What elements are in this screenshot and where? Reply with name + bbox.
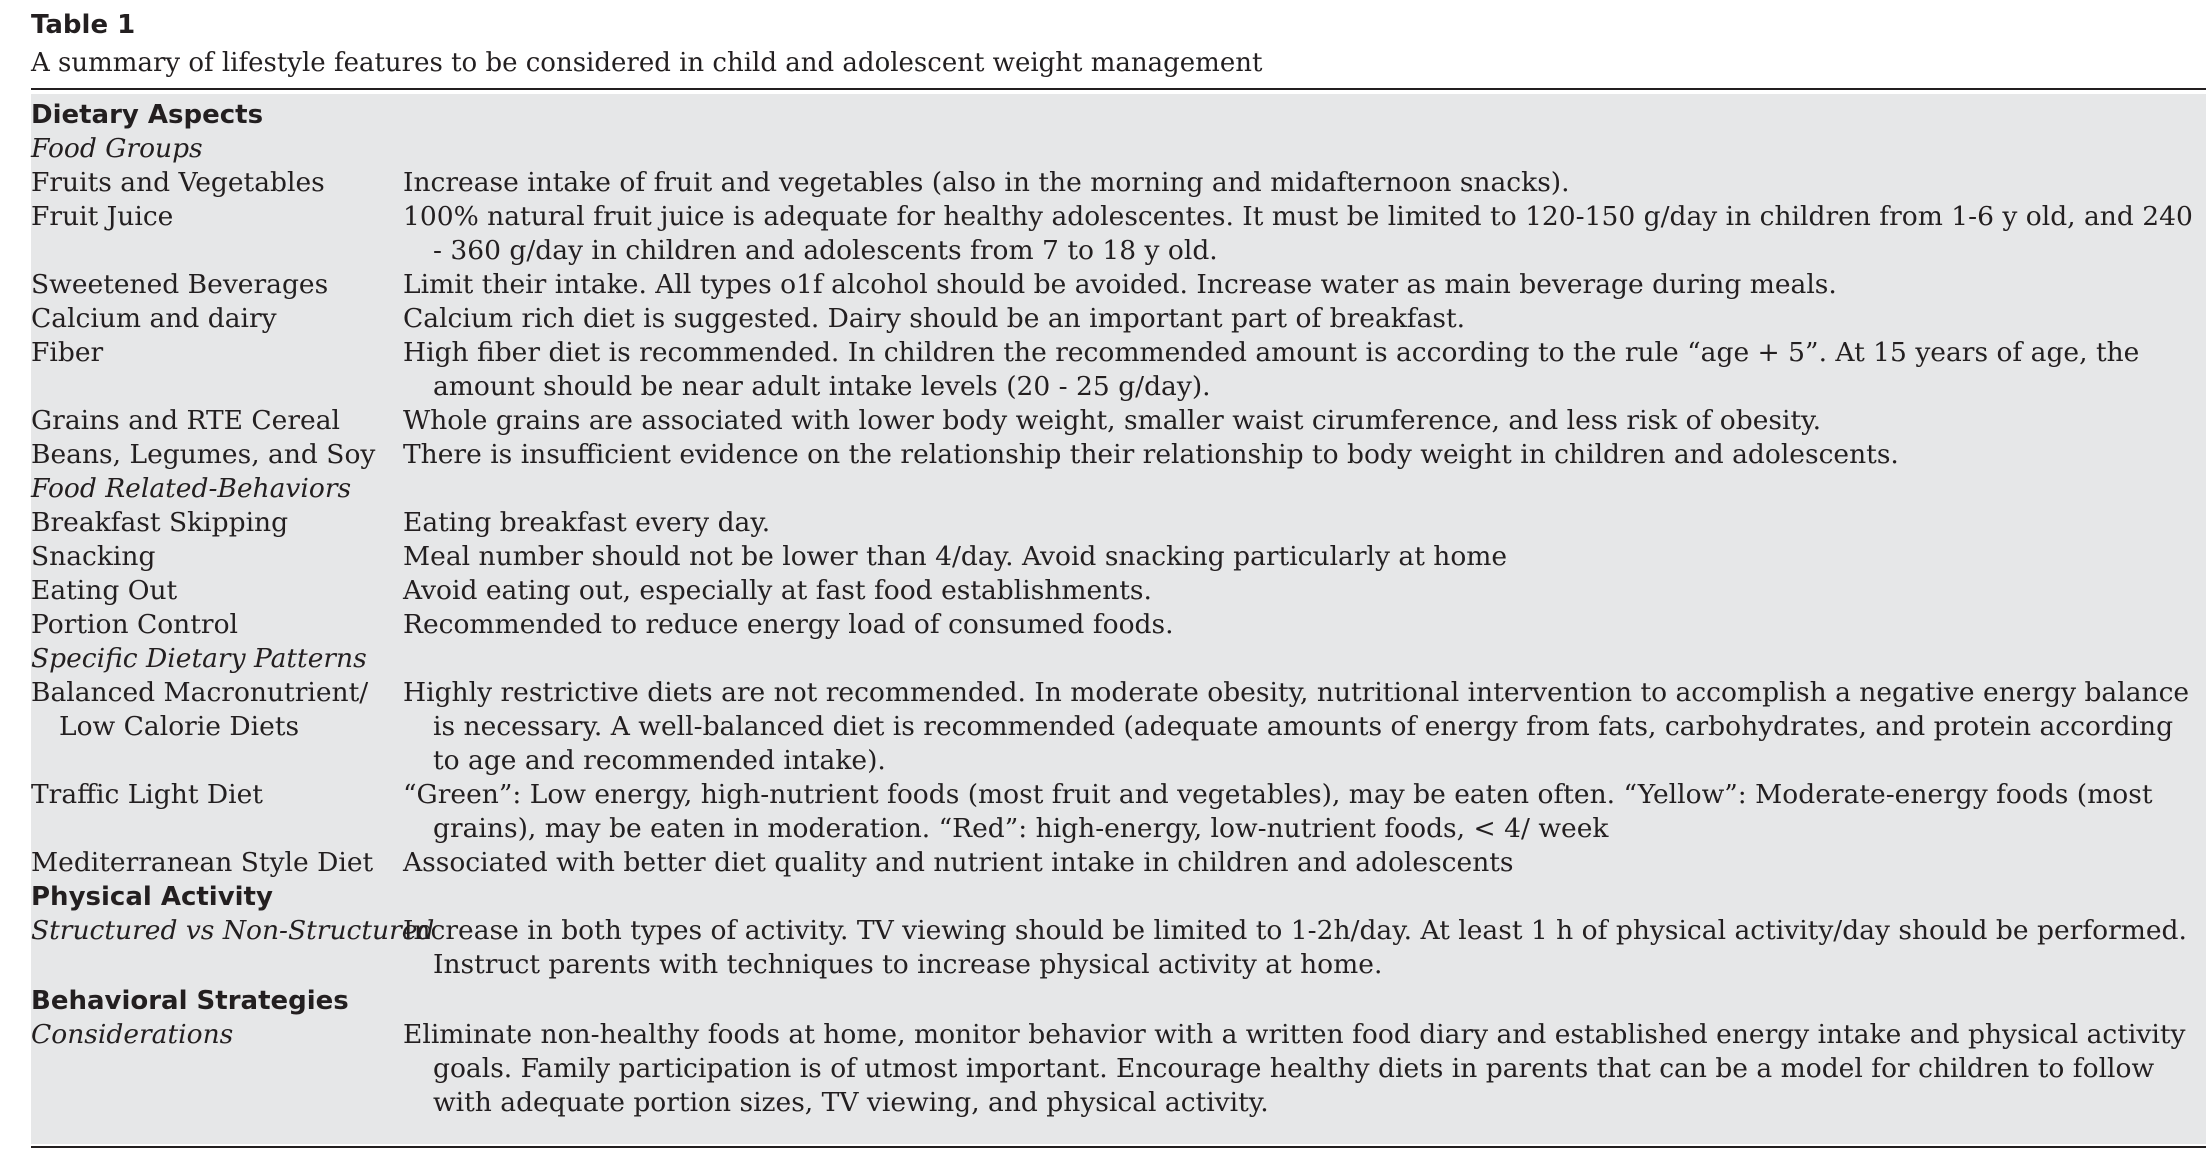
table-row xyxy=(31,574,2206,608)
table-row xyxy=(31,166,2206,200)
row-term: Fruits and Vegetables xyxy=(31,167,325,198)
row-description: Limit their intake. All types o1f alcohol should be avoided. Increase water as main beverage during meals. xyxy=(403,269,1837,300)
row-term: Eating Out xyxy=(31,575,178,606)
row-description: Increase intake of fruit and vegetables (also in the morning and midafternoon snacks). xyxy=(403,167,1570,198)
table-row xyxy=(31,914,2206,982)
row-description: Associated with better diet quality and nutrient intake in children and adolescents xyxy=(403,847,1514,878)
table-row xyxy=(31,336,2206,404)
row-description: Meal number should not be lower than 4/day. Avoid snacking particularly at home xyxy=(403,541,1508,572)
row-term: Fiber xyxy=(31,337,104,368)
subheading-food-behaviors: Food Related-Behaviors xyxy=(31,473,352,504)
table-row xyxy=(31,608,2206,642)
row-description: Increase in both types of activity. TV viewing should be limited to 1-2h/day. At least 1 h of physical activity/day should be performed. Instruct parents with techniques to increase physical activity at home. xyxy=(403,915,2187,980)
section-behavioral-heading: Behavioral Strategies xyxy=(31,986,349,1016)
row-term: Grains and RTE Cereal xyxy=(31,405,340,436)
table-label: Table 1 xyxy=(31,10,136,40)
table-top-rule xyxy=(31,88,2206,90)
row-term xyxy=(31,676,403,744)
row-term: Traffic Light Diet xyxy=(31,779,263,810)
row-description: 100% natural fruit juice is adequate for healthy adolescentes. It must be limited to 120-150 g/day in children from 1-6 y old, and 240 - 360 g/day in children and adolescents from 7 to 18 y old. xyxy=(403,201,2193,266)
section-dietary-heading: Dietary Aspects xyxy=(31,100,264,130)
section-heading-row xyxy=(31,98,2206,132)
row-term-line-1: Balanced Macronutrient/ xyxy=(31,677,369,708)
row-description: Avoid eating out, especially at fast food establishments. xyxy=(403,575,1152,606)
row-description: High fiber diet is recommended. In children the recommended amount is according to the rule “age + 5”. At 15 years of age, the amount should be near adult intake levels (20 - 25 g/day). xyxy=(403,337,2140,402)
row-description: Recommended to reduce energy load of consumed foods. xyxy=(403,609,1174,640)
row-term: Snacking xyxy=(31,541,156,572)
row-term: Sweetened Beverages xyxy=(31,269,329,300)
section-heading-row xyxy=(31,984,2206,1018)
row-description: Whole grains are associated with lower body weight, smaller waist cirumference, and less risk of obesity. xyxy=(403,405,1822,436)
subheading-row xyxy=(31,472,2206,506)
table-row xyxy=(31,200,2206,268)
table-row xyxy=(31,404,2206,438)
table-row xyxy=(31,506,2206,540)
subheading-row xyxy=(31,132,2206,166)
row-term: Portion Control xyxy=(31,609,238,640)
table-title: A summary of lifestyle features to be considered in child and adolescent weight management xyxy=(31,48,1263,78)
table-body xyxy=(31,94,2206,1144)
subheading-dietary-patterns: Specific Dietary Patterns xyxy=(31,643,367,674)
row-term: Fruit Juice xyxy=(31,201,174,232)
row-description: Eating breakfast every day. xyxy=(403,507,771,538)
table-row xyxy=(31,676,2206,778)
row-description: “Green”: Low energy, high-nutrient foods (most fruit and vegetables), may be eaten often. “Yellow”: Moderate-energy foods (most grains), may be eaten in moderation. “Red”: high-energy, low-nutrient foods, < 4/ week xyxy=(403,779,2153,844)
section-heading-row xyxy=(31,880,2206,914)
row-description: Highly restrictive diets are not recommended. In moderate obesity, nutritional intervention to accomplish a negative energy balance is necessary. A well-balanced diet is recommended (adequate amounts of energy from fats, carbohydrates, and protein according to age and recommended intake). xyxy=(403,677,2190,776)
row-term-line-2: Low Calorie Diets xyxy=(59,711,300,742)
table-bottom-rule xyxy=(31,1146,2206,1148)
row-term: Considerations xyxy=(31,1019,234,1050)
row-term: Structured vs Non-Structured xyxy=(31,915,435,946)
section-physical-heading: Physical Activity xyxy=(31,882,273,912)
table-row xyxy=(31,438,2206,472)
table-row xyxy=(31,540,2206,574)
table-row xyxy=(31,778,2206,846)
row-term: Beans, Legumes, and Soy xyxy=(31,439,376,470)
row-description: There is insufficient evidence on the relationship their relationship to body weight in children and adolescents. xyxy=(403,439,1899,470)
row-term: Calcium and dairy xyxy=(31,303,277,334)
row-term: Breakfast Skipping xyxy=(31,507,289,538)
subheading-row xyxy=(31,642,2206,676)
table-caption xyxy=(31,6,2191,82)
row-description: Calcium rich diet is suggested. Dairy should be an important part of breakfast. xyxy=(403,303,1466,334)
table-row xyxy=(31,846,2206,880)
table-row xyxy=(31,268,2206,302)
row-description: Eliminate non-healthy foods at home, monitor behavior with a written food diary and established energy intake and physical activity goals. Family participation is of utmost important. Encourage healthy diets in parents that can be a model for children to follow with adequate portion sizes, TV viewing, and physical activity. xyxy=(403,1019,2186,1118)
subheading-food-groups: Food Groups xyxy=(31,133,203,164)
table-row xyxy=(31,1018,2206,1120)
row-term: Mediterranean Style Diet xyxy=(31,847,374,878)
table-row xyxy=(31,302,2206,336)
